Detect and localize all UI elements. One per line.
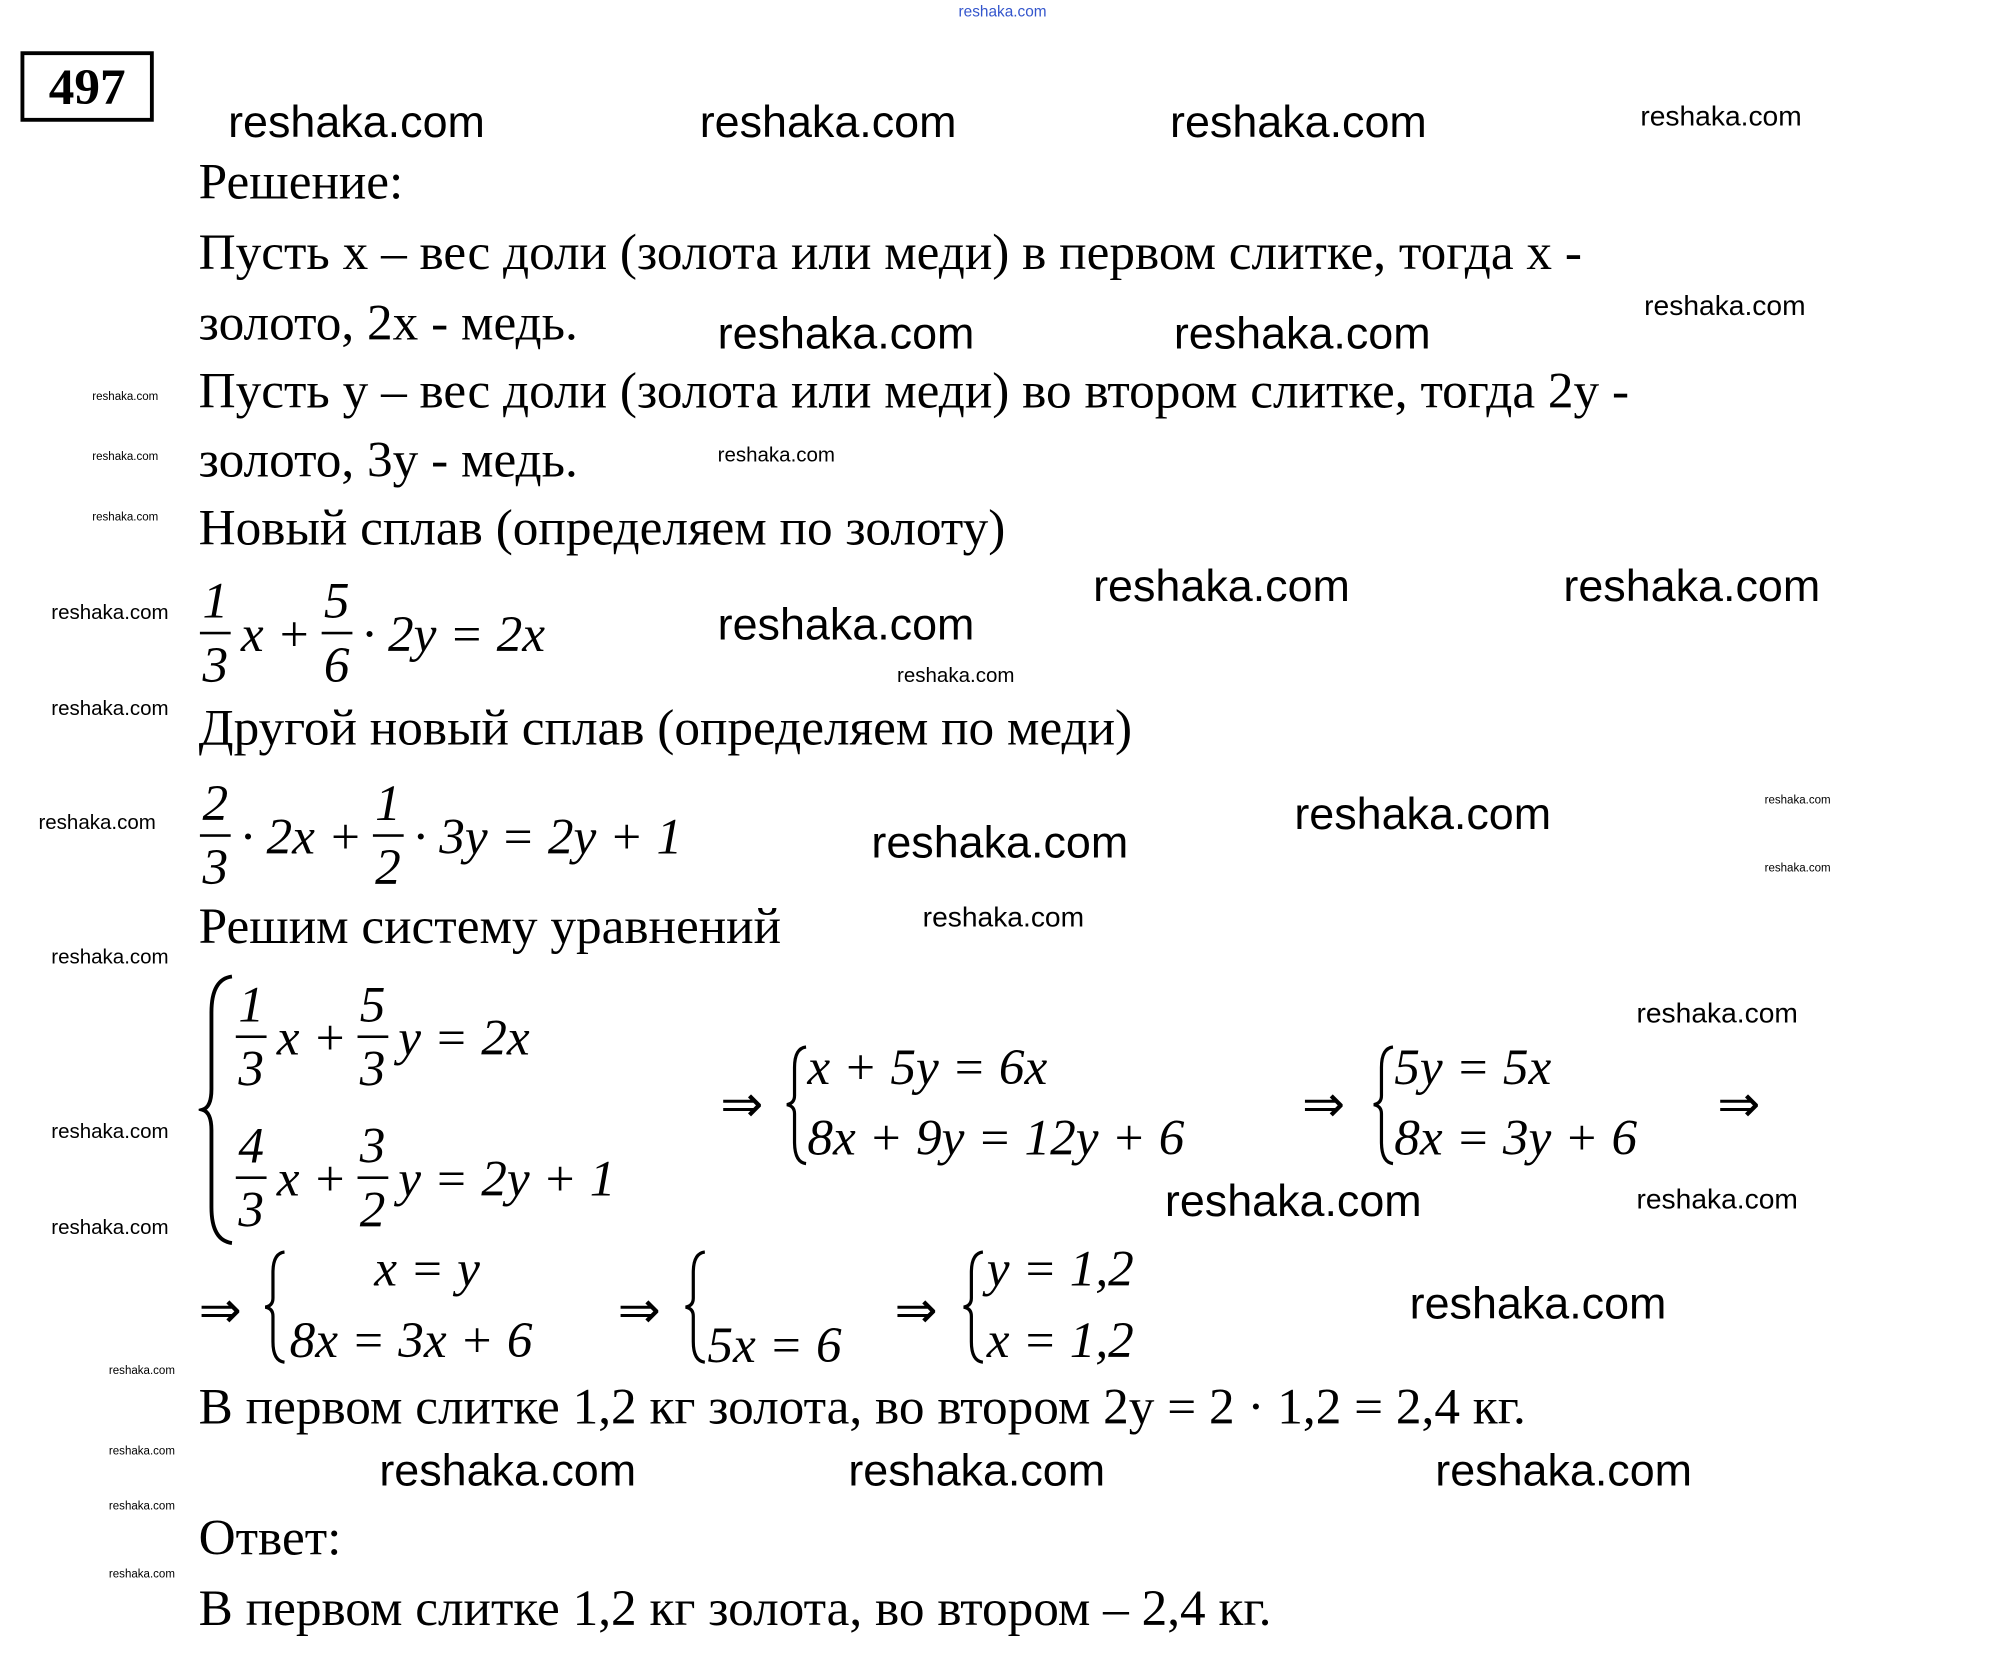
watermark: reshaka.com [922, 900, 1085, 933]
text-line: золото, 2x - медь. [198, 293, 578, 352]
answer-label: Ответ: [198, 1508, 342, 1566]
watermark: reshaka.com [108, 1499, 175, 1513]
watermark: reshaka.com [897, 665, 1015, 687]
watermark: reshaka.com [1644, 289, 1806, 322]
system1-row1: $\frac{1}{3}$ x + $\frac{5}{3}$ y = 2x [228, 974, 532, 1100]
watermark: reshaka.com [92, 449, 159, 463]
watermark: reshaka.com [699, 97, 957, 148]
text-line: Решим систему уравнений [198, 897, 782, 955]
watermark: reshaka.com [1640, 99, 1802, 132]
watermark: reshaka.com [108, 1444, 175, 1458]
brace-icon [1371, 1044, 1397, 1166]
brace-icon [683, 1249, 709, 1364]
watermark: reshaka.com [1409, 1278, 1667, 1329]
watermark: reshaka.com [51, 1217, 169, 1240]
watermark: reshaka.com [717, 308, 975, 359]
implies-arrow: ⇒ [894, 1281, 938, 1340]
system2-row2: 8x + 9y = 12y + 6 [807, 1108, 1185, 1167]
watermark: reshaka.com [51, 602, 169, 625]
watermark: reshaka.com [92, 389, 159, 403]
watermark: reshaka.com [1636, 1182, 1798, 1215]
system3-row1: 5y = 5x [1394, 1038, 1552, 1096]
watermark: reshaka.com [51, 947, 169, 969]
watermark: reshaka.com [1764, 861, 1831, 874]
watermark: reshaka.com [108, 1567, 175, 1581]
watermark: reshaka.com [848, 1445, 1106, 1496]
watermark: reshaka.com [51, 1121, 169, 1144]
watermark: reshaka.com [51, 698, 169, 721]
watermark: reshaka.com [958, 2, 1047, 21]
implies-arrow: ⇒ [617, 1281, 661, 1340]
system2-row1: x + 5y = 6x [807, 1038, 1048, 1096]
brace-icon [784, 1044, 810, 1166]
watermark: reshaka.com [1764, 793, 1831, 807]
watermark: reshaka.com [1563, 561, 1821, 612]
system4-row2: 8x = 3x + 6 [289, 1310, 533, 1369]
system4-row1: x = y [374, 1239, 480, 1297]
brace-icon [263, 1249, 289, 1364]
text-line: Новый сплав (определяем по золоту) [198, 498, 1006, 557]
system3-row2: 8x = 3y + 6 [1394, 1108, 1638, 1167]
watermark: reshaka.com [1435, 1445, 1693, 1496]
text-line: В первом слитке 1,2 кг золота, во втором 2y = 2 · 1,2 = 2,4 кг. [198, 1377, 1526, 1436]
watermark: reshaka.com [1173, 308, 1431, 359]
watermark: reshaka.com [871, 817, 1129, 868]
problem-number: 497 [21, 51, 154, 121]
system6-row1: y = 1,2 [986, 1239, 1134, 1297]
equation-copper: $\frac{2}{3}$ · 2x + $\frac{1}{2}$ · 3y = 2y + 1 [192, 773, 684, 899]
implies-arrow: ⇒ [198, 1281, 242, 1340]
watermark: reshaka.com [1294, 789, 1552, 840]
watermark: reshaka.com [717, 599, 975, 650]
watermark: reshaka.com [108, 1363, 175, 1377]
implies-arrow: ⇒ [1302, 1075, 1345, 1133]
answer-text: В первом слитке 1,2 кг золота, во втором – 2,4 кг. [198, 1578, 1272, 1637]
watermark: reshaka.com [1170, 97, 1427, 148]
system1-row2: $\frac{4}{3}$ x + $\frac{3}{2}$ y = 2y + 1 [228, 1115, 618, 1241]
system6-row2: x = 1,2 [986, 1310, 1134, 1369]
brace-icon [961, 1249, 987, 1364]
implies-arrow: ⇒ [720, 1075, 764, 1133]
text-line: золото, 3y - медь. [198, 430, 578, 489]
watermark: reshaka.com [1636, 997, 1798, 1030]
equation-gold: $\frac{1}{3}$ x + $\frac{5}{6}$ · 2y = 2x [192, 570, 547, 696]
watermark: reshaka.com [92, 510, 159, 523]
solution-heading: Решение: [198, 152, 404, 211]
watermark: reshaka.com [1164, 1176, 1422, 1227]
watermark: reshaka.com [379, 1445, 637, 1496]
system5-row2: 5x = 6 [707, 1316, 842, 1374]
watermark: reshaka.com [228, 97, 485, 148]
watermark: reshaka.com [717, 444, 836, 467]
implies-arrow: ⇒ [1717, 1075, 1761, 1133]
text-line: Пусть x – вес доли (золота или меди) в первом слитке, тогда x - [198, 222, 1582, 281]
text-line: Пусть y – вес доли (золота или меди) во втором слитке, тогда 2y - [198, 361, 1630, 420]
text-line: Другой новый сплав (определяем по меди) [198, 698, 1133, 757]
watermark: reshaka.com [38, 812, 156, 835]
watermark: reshaka.com [1093, 561, 1350, 612]
